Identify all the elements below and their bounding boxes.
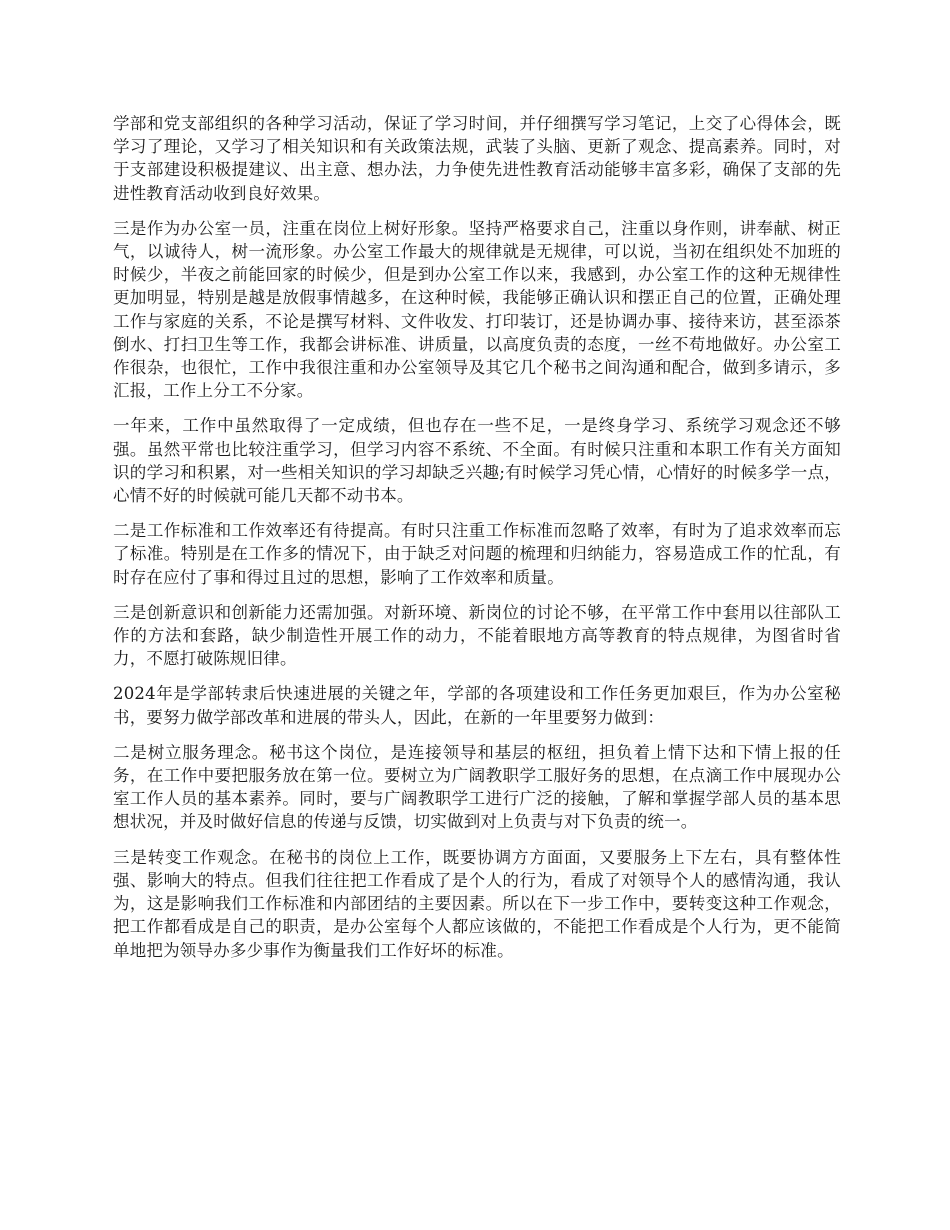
paragraph-3: 一年来，工作中虽然取得了一定成绩，但也存在一些不足，一是终身学习、系统学习观念还不够强。虽然平常也比较注重学习，但学习内容不系统、不全面。有时候只注重和本职工作有关方面知识的学习和积累，对一些相关知识的学习却缺乏兴趣;有时候学习凭心情，心情好的时候多学一点，心情不好的时候就可能几天都不动书本。 [113, 416, 841, 506]
paragraph-5: 三是创新意识和创新能力还需加强。对新环境、新岗位的讨论不够，在平常工作中套用以往部队工作的方法和套路，缺少制造性开展工作的动力，不能着眼地方高等教育的特点规律，为图省时省力，不愿打破陈规旧律。 [113, 602, 841, 669]
document-body [113, 112, 841, 974]
paragraph-1: 学部和党支部组织的各种学习活动，保证了学习时间，并仔细撰写学习笔记，上交了心得体会，既学习了理论，又学习了相关知识和有关政策法规，武装了头脑、更新了观念、提高素养。同时，对于支部建设积极提建议、出主意、想办法，力争使先进性教育活动能够丰富多彩，确保了支部的先进性教育活动收到良好效果。 [113, 114, 841, 203]
paragraph-4: 二是工作标准和工作效率还有待提高。有时只注重工作标准而忽略了效率，有时为了追求效率而忘了标准。特别是在工作多的情况下，由于缺乏对问题的梳理和归纳能力，容易造成工作的忙乱，有时存在应付了事和得过且过的思想，影响了工作效率和质量。 [113, 521, 841, 587]
paragraph-7: 二是树立服务理念。秘书这个岗位，是连接领导和基层的枢纽，担负着上情下达和下情上报的任务，在工作中要把服务放在第一位。要树立为广阔教职学工服好务的思想，在点滴工作中展现办公室工作人员的基本素养。同时，要与广阔教职学工进行广泛的接触，了解和掌握学部人员的基本思想状况，并及时做好信息的传递与反馈，切实做到对上负责与对下负责的统一。 [113, 742, 841, 832]
paragraph-2: 三是作为办公室一员，注重在岗位上树好形象。坚持严格要求自己，注重以身作则，讲奉献、树正气，以诚待人，树一流形象。办公室工作最大的规律就是无规律，可以说，当初在组织处不加班的时候少，半夜之前能回家的时候少，但是到办公室工作以来，我感到，办公室工作的这种无规律性更加明显，特别是越是放假事情越多，在这种时候，我能够正确认识和摆正自己的位置，正确处理工作与家庭的关系，不论是撰写材料、文件收发、打印装订，还是协调办事、接待来访，甚至添茶倒水、打扫卫生等工作，我都会讲标准、讲质量，以高度负责的态度，一丝不苟地做好。办公室工作很杂，也很忙，工作中我很注重和办公室领导及其它几个秘书之间沟通和配合，做到多请示，多汇报，工作上分工不分家。 [113, 218, 841, 401]
paragraph-8: 三是转变工作观念。在秘书的岗位上工作，既要协调方方面面，又要服务上下左右，具有整体性强、影响大的特点。但我们往往把工作看成了是个人的行为，看成了对领导个人的感情沟通，我认为，这是影响我们工作标准和内部团结的主要因素。所以在下一步工作中，要转变这种工作观念，把工作都看成是自己的职责，是办公室每个人都应该做的，不能把工作看成是个人行为，更不能简单地把为领导办多少事作为衡量我们工作好坏的标准。 [113, 847, 841, 960]
paragraph-6: 2024年是学部转隶后快速进展的关键之年，学部的各项建设和工作任务更加艰巨，作为办公室秘书，要努力做学部改革和进展的带头人，因此，在新的一年里要努力做到： [113, 684, 841, 727]
